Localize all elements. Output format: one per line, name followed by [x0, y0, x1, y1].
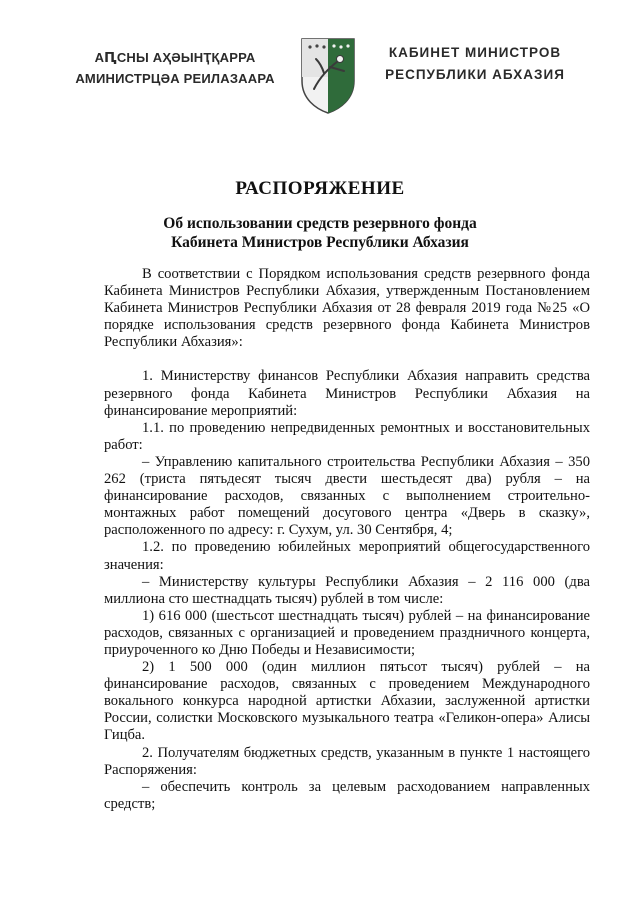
paragraph-subitem-2: 2) 1 500 000 (один миллион пятьсот тысяч) рублей – на финансирование расходов, связанных с проведением Международного вокального конкурса народной артистки Абхазии, заслуженной артистки России, солистки Московского музыкального театра «Геликон-опера» Алисы Гицба.: [104, 659, 590, 744]
letterhead-abkhaz-line1: АԤСНЫ АҲӘЫНҬҚАРРА: [94, 50, 256, 65]
paragraph-control: – обеспечить контроль за целевым расходованием направленных средств;: [104, 778, 590, 812]
coat-of-arms-icon: [300, 37, 356, 115]
document-subtitle-line1: Об использовании средств резервного фонда: [163, 215, 477, 232]
letterhead-russian-line1: КАБИНЕТ МИНИСТРОВ: [388, 45, 562, 60]
paragraph-subitem-1: 1) 616 000 (шестьсот шестнадцать тысяч) рублей – на финансирование расходов, связанных с организацией и проведением праздничного концерта, приуроченного ко Дню Победы и Независимости;: [104, 607, 590, 658]
letterhead-russian-name: [370, 42, 580, 86]
letterhead-abkhaz-line2: АМИНИСТРЦӘА РЕИЛАЗААРА: [75, 71, 275, 86]
letterhead-russian-line2: РЕСПУБЛИКИ АБХАЗИЯ: [385, 67, 565, 82]
document-subtitle-line2: Кабинета Министров Республики Абхазия: [171, 234, 469, 251]
paragraph-item-1-1: 1.1. по проведению непредвиденных ремонтных и восстановительных работ:: [104, 419, 590, 453]
letterhead-abkhaz-name: [60, 47, 290, 89]
paragraph-ministry-culture: – Министерству культуры Республики Абхазия – 2 116 000 (два миллиона сто шестнадцать тысяч) рублей в том числе:: [104, 573, 590, 607]
paragraph-item-2: 2. Получателям бюджетных средств, указанным в пункте 1 настоящего Распоряжения:: [104, 744, 590, 778]
paragraph-item-1-2: 1.2. по проведению юбилейных мероприятий общегосударственного значения:: [104, 539, 590, 573]
paragraph-preamble: В соответствии с Порядком использования средств резервного фонда Кабинета Министров Республики Абхазия, утвержденным Постановлением Кабинета Министров Республики Абхазия от 28 февраля 2019 года №25 «О порядке использования средств резервного фонда Кабинета Министров Республики Абхазия»:: [104, 266, 590, 351]
document-body: [104, 266, 590, 813]
document-title: РАСПОРЯЖЕНИЕ: [235, 178, 405, 199]
document-subtitle: [0, 214, 640, 252]
paragraph-capital-construction: – Управлению капитального строительства Республики Абхазия – 350 262 (триста пятьдесят тысяч двести шестьдесят два) рубля – на финансирование расходов, связанных с выполнением строительно-монтажных работ помещений досугового центра «Дверь в сказку», расположенного по адресу: г. Сухум, ул. 30 Сентября, 4;: [104, 453, 590, 539]
paragraph-item-1: 1. Министерству финансов Республики Абхазия направить средства резервного фонда Кабинета Министров Республики Абхазия на финансирование мероприятий:: [104, 368, 590, 419]
letterhead: [0, 0, 640, 130]
